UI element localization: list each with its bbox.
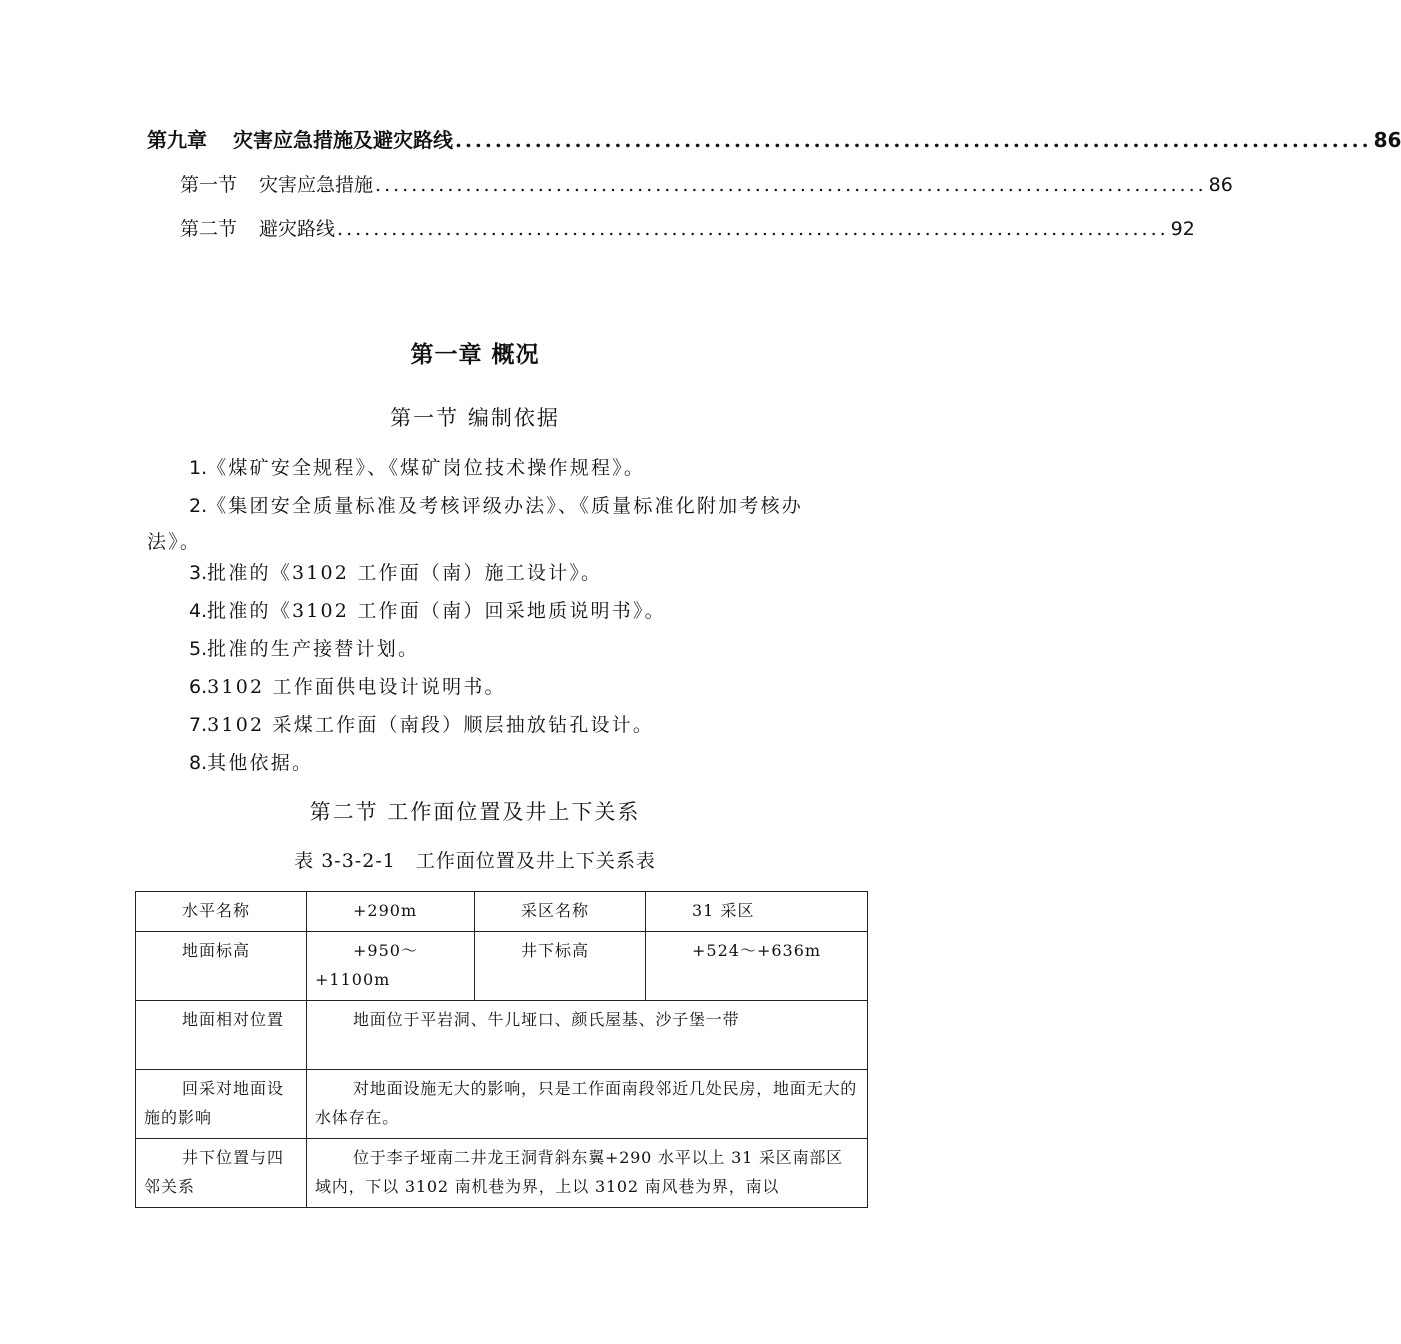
list-item: 8.其他依据。 <box>189 752 314 774</box>
toc-section-entry[interactable] <box>180 214 1195 241</box>
toc-section-entry[interactable] <box>180 170 1233 197</box>
list-item: 3.批准的《3102 工作面（南）施工设计》。 <box>189 562 603 584</box>
table-cell-label: 地面相对位置 <box>136 1001 307 1070</box>
chapter-title: 第一章 概况 <box>410 341 540 368</box>
toc-section-page: 86 <box>1208 174 1233 196</box>
toc-chapter-title: 灾害应急措施及避灾路线 <box>233 128 453 152</box>
location-relation-table <box>135 891 868 1208</box>
toc-section-number: 第一节 <box>180 174 238 196</box>
toc-section-number: 第二节 <box>180 218 238 240</box>
table-cell-value: 地面位于平岩洞、牛儿垭口、颜氏屋基、沙子堡一带 <box>307 1001 868 1070</box>
table-cell-label: 水平名称 <box>136 892 307 932</box>
table-row <box>136 932 868 1001</box>
table-row <box>136 1070 868 1139</box>
toc-section-page: 92 <box>1170 218 1195 240</box>
table-cell-value: +950～+1100m <box>307 932 475 1001</box>
table-row <box>136 1001 868 1070</box>
table-cell-value: +524～+636m <box>646 932 868 1001</box>
table-cell-value: +290m <box>307 892 475 932</box>
list-item: 4.批准的《3102 工作面（南）回采地质说明书》。 <box>189 600 666 622</box>
toc-chapter-page: 86 <box>1373 128 1401 152</box>
toc-leader-dots: ............................................................................................ <box>375 174 1207 196</box>
list-item: 7.3102 采煤工作面（南段）顺层抽放钻孔设计。 <box>189 714 655 736</box>
table-row <box>136 1139 868 1208</box>
toc-chapter-number: 第九章 <box>147 128 207 152</box>
table-caption: 表 3-3-2-1 工作面位置及井上下关系表 <box>294 850 656 872</box>
table-cell-label: 井下位置与四邻关系 <box>136 1139 307 1208</box>
list-item: 1.《煤矿安全规程》、《煤矿岗位技术操作规程》。 <box>189 457 646 479</box>
toc-leader-dots: ............................................................................................ <box>337 218 1169 240</box>
table-cell-label: 采区名称 <box>475 892 646 932</box>
table-row <box>136 892 868 932</box>
table-cell-value: 位于李子垭南二井龙王洞背斜东翼+290 水平以上 31 采区南部区域内，下以 3102 南机巷为界，上以 3102 南风巷为界，南以 <box>307 1139 868 1208</box>
table-cell-value: 31 采区 <box>646 892 868 932</box>
toc-leader-dots: ............................................................................................ <box>455 128 1372 152</box>
toc-chapter-entry[interactable] <box>147 124 1401 153</box>
list-item: 5.批准的生产接替计划。 <box>189 638 420 660</box>
table-cell-label: 回采对地面设施的影响 <box>136 1070 307 1139</box>
list-item: 2.《集团安全质量标准及考核评级办法》、《质量标准化附加考核办法》。 <box>147 495 803 553</box>
table-cell-value: 对地面设施无大的影响，只是工作面南段邻近几处民房，地面无大的水体存在。 <box>307 1070 868 1139</box>
section-title: 第一节 编制依据 <box>390 406 560 430</box>
table-cell-label: 井下标高 <box>475 932 646 1001</box>
table-cell-label: 地面标高 <box>136 932 307 1001</box>
list-item: 6.3102 工作面供电设计说明书。 <box>189 676 506 698</box>
toc-section-title: 避灾路线 <box>259 218 336 240</box>
section-title: 第二节 工作面位置及井上下关系 <box>309 800 641 824</box>
toc-section-title: 灾害应急措施 <box>259 174 374 196</box>
